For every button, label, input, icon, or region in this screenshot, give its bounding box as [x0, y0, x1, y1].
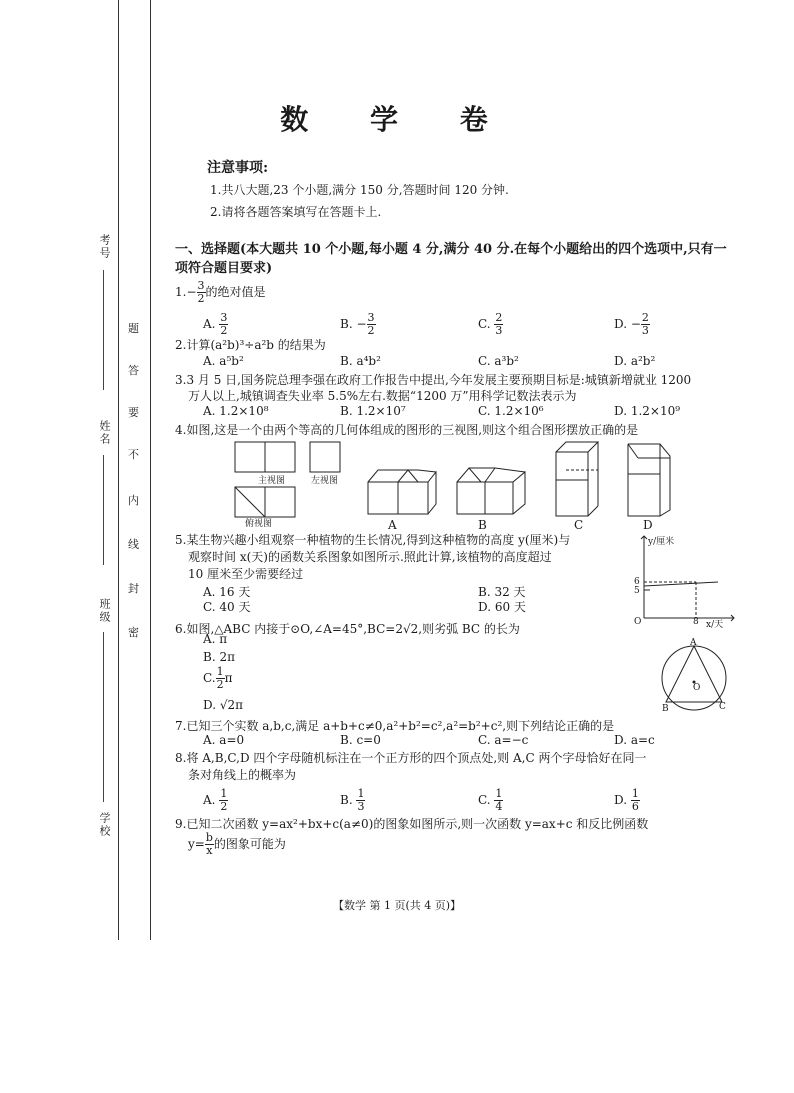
q5-option-c: C. 40 天: [203, 600, 251, 614]
seal-char: 内: [128, 494, 139, 507]
q4-option-b: B: [478, 518, 487, 532]
q3-option-c: C. 1.2×10⁶: [478, 404, 544, 418]
q3-option-a: A. 1.2×10⁸: [203, 404, 269, 418]
exam-number-blank: [103, 270, 105, 390]
graph-x-label: x/天: [706, 620, 724, 630]
page-title: 数 学 卷: [280, 103, 514, 136]
seal-char: 要: [128, 406, 139, 419]
graph-y-label: y/厘米: [648, 537, 675, 547]
question-4-stem: 4.如图,这是一个由两个等高的几何体组成的图形的三视图,则这个组合图形摆放正确的是: [175, 423, 639, 437]
q4-option-a: A: [388, 518, 397, 532]
graph-x-tick-8: 8: [693, 617, 699, 627]
q8-option-a: A. $\frac{1}{2}$: [203, 787, 228, 813]
name-blank: [103, 455, 105, 565]
q7-option-c: C. a=−c: [478, 733, 529, 747]
option-b-solid: [455, 462, 535, 518]
graph-y-tick-6: 6: [634, 577, 640, 587]
q3-option-d: D. 1.2×10⁹: [614, 404, 681, 418]
page-footer: 【数学 第 1 页(共 4 页)】: [332, 899, 462, 912]
q1-option-c: C. $\frac{2}{3}$: [478, 311, 503, 337]
q7-option-b: B. c=0: [340, 733, 381, 747]
q5-option-a: A. 16 天: [203, 585, 251, 599]
question-5-stem-line1: 5.某生物兴趣小组观察一种植物的生长情况,得到这种植物的高度 y(厘米)与: [175, 533, 571, 547]
q6-option-d: D. √2π: [203, 698, 243, 712]
option-c-solid: [552, 440, 608, 520]
q6-option-b: B. 2π: [203, 650, 235, 664]
option-d-solid: [624, 440, 680, 520]
q3-option-b: B. 1.2×10⁷: [340, 404, 406, 418]
q7-option-a: A. a=0: [203, 733, 245, 747]
graph-origin: O: [634, 617, 642, 627]
question-7-stem: 7.已知三个实数 a,b,c,满足 a+b+c≠0,a²+b²=c²,a²=b²+c²,则下列结论正确的是: [175, 719, 615, 733]
q2-option-a: A. a⁵b²: [203, 354, 244, 368]
q4-option-c: C: [574, 518, 584, 532]
school-label: 学校: [98, 812, 111, 838]
fig-label-c: C: [719, 702, 726, 712]
section-heading: 一、选择题(本大题共 10 个小题,每小题 4 分,满分 40 分.在每个小题给出的四个选项中,只有一项符合题目要求): [175, 242, 727, 276]
fig-label-b: B: [662, 704, 669, 714]
side-view-label: 左视图: [311, 476, 339, 486]
q6-option-a: A. π: [203, 632, 228, 646]
question-8-stem-line2: 条对角线上的概率为: [188, 768, 297, 782]
q8-option-b: B. $\frac{1}{3}$: [340, 787, 365, 813]
graph-y-tick-5: 5: [634, 586, 640, 596]
question-3-stem-line2: 万人以上,城镇调查失业率 5.5%左右.数据“1200 万”用科学记数法表示为: [188, 389, 577, 403]
seal-char: 封: [128, 582, 139, 595]
front-view-label: 主视图: [258, 476, 286, 486]
q2-option-c: C. a³b²: [478, 354, 519, 368]
q5-option-b: B. 32 天: [478, 585, 526, 599]
question-5-stem-line3: 10 厘米至少需要经过: [188, 567, 304, 581]
seal-char: 题: [128, 322, 139, 335]
q2-option-d: D. a²b²: [614, 354, 656, 368]
notice-heading: 注意事项:: [207, 160, 269, 176]
question-1-stem: 1.− $\frac{3}{2}$ 的绝对值是: [175, 279, 266, 305]
question-9-stem-line1: 9.已知二次函数 y=ax²+bx+c(a≠0)的图象如图所示,则一次函数 y=ax+c 和反比例函数: [175, 817, 649, 831]
notice-item: 1.共八大题,23 个小题,满分 150 分,答题时间 120 分钟.: [210, 183, 509, 197]
class-blank: [103, 632, 105, 802]
q8-option-c: C. $\frac{1}{4}$: [478, 787, 503, 813]
seal-char: 密: [128, 626, 139, 639]
notice-item: 2.请将各题答案填写在答题卡上.: [210, 205, 382, 219]
q2-option-b: B. a⁴b²: [340, 354, 381, 368]
seal-char: 答: [128, 364, 139, 377]
question-9-stem-line2: y= $\frac{b}{x}$ 的图象可能为: [188, 831, 286, 857]
question-3-stem-line1: 3.3 月 5 日,国务院总理李强在政府工作报告中提出,今年发展主要预期目标是:城镇新增就业 1200: [175, 373, 692, 387]
option-a-solid: [366, 462, 438, 518]
fig-label-a: A: [690, 638, 697, 648]
q5-option-d: D. 60 天: [478, 600, 526, 614]
class-label: 班级: [98, 598, 111, 624]
q8-option-d: D. $\frac{1}{6}$: [614, 787, 639, 813]
q1-option-a: A. $\frac{3}{2}$: [203, 311, 228, 337]
growth-graph: [630, 532, 738, 628]
binding-line-outer: [118, 0, 119, 940]
top-view-label: 俯视图: [245, 519, 273, 529]
question-6-stem: 6.如图,△ABC 内接于⊙O,∠A=45°,BC=2√2,则劣弧 BC 的长为: [175, 622, 520, 636]
q4-option-d: D: [643, 518, 653, 532]
question-2-stem: 2.计算(a²b)³÷a²b 的结果为: [175, 338, 326, 352]
seal-char: 线: [128, 538, 139, 551]
q1-option-d: D. − $\frac{2}{3}$: [614, 311, 649, 337]
seal-char: 不: [128, 448, 139, 461]
binding-line-inner: [150, 0, 151, 940]
fraction: $\frac{3}{2}$: [197, 279, 205, 305]
exam-number-label: 考号: [98, 234, 111, 260]
question-8-stem-line1: 8.将 A,B,C,D 四个字母随机标注在一个正方形的四个顶点处,则 A,C 两个字母恰好在同一: [175, 751, 647, 765]
q1-option-b: B. − $\frac{3}{2}$: [340, 311, 375, 337]
q6-option-c: C. $\frac{1}{2}$ π: [203, 665, 233, 691]
name-label: 姓名: [98, 420, 111, 446]
fig-label-o: O: [693, 683, 701, 693]
q7-option-d: D. a=c: [614, 733, 655, 747]
question-5-stem-line2: 观察时间 x(天)的函数关系图象如图所示.照此计算,该植物的高度超过: [188, 550, 552, 564]
